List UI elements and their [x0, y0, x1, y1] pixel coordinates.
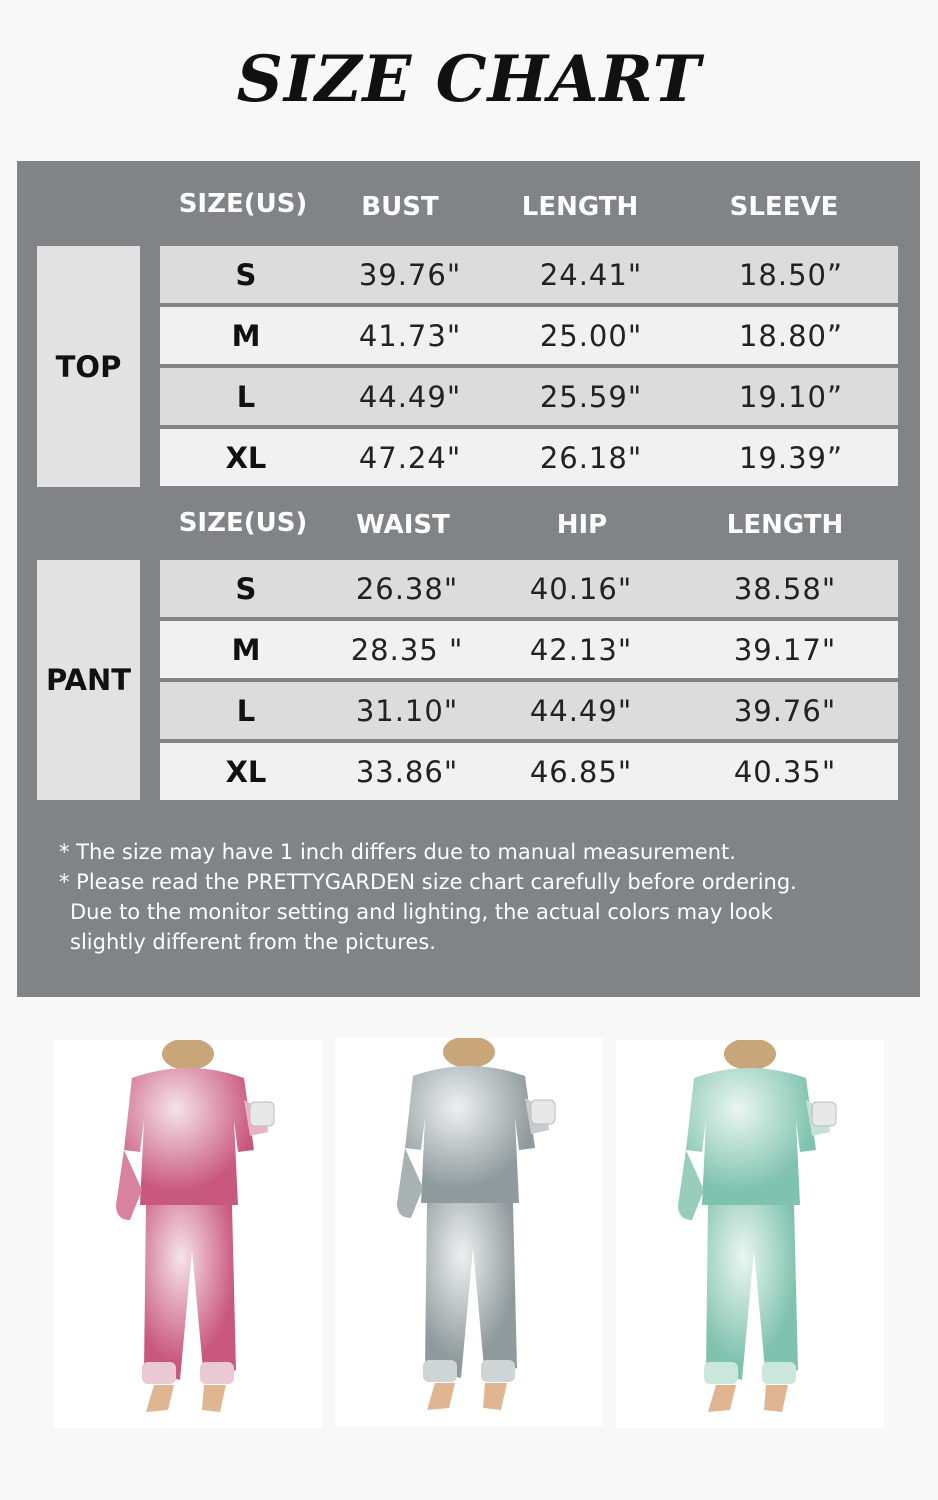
model-illustration: [335, 1038, 603, 1426]
bust-cell: 41.73": [358, 318, 462, 353]
table-row: [160, 743, 898, 800]
table-row: [160, 682, 898, 739]
table-row: [160, 246, 898, 303]
length-cell: 25.00": [539, 318, 643, 353]
pant-header-size: SIZE(US): [178, 508, 308, 538]
length-cell: 25.59": [539, 379, 643, 414]
hip-cell: 42.13": [529, 632, 633, 667]
model-illustration: [54, 1040, 322, 1428]
top-section-label: TOP: [37, 246, 140, 487]
note-line: slightly different from the pictures.: [70, 930, 436, 954]
hip-cell: 40.16": [529, 571, 633, 606]
sleeve-cell: 18.50”: [738, 257, 844, 292]
product-photo-green: [616, 1040, 884, 1428]
size-cell: S: [235, 571, 257, 606]
pant-length-cell: 39.76": [733, 693, 837, 728]
size-cell: M: [231, 632, 261, 667]
table-row: [160, 621, 898, 678]
table-row: [160, 560, 898, 617]
notes: [59, 837, 879, 957]
sleeve-cell: 19.39”: [738, 440, 844, 475]
pant-length-cell: 40.35": [733, 754, 837, 789]
note-line: * The size may have 1 inch differs due to manual measurement.: [59, 840, 736, 864]
pant-length-cell: 38.58": [733, 571, 837, 606]
model-illustration: [616, 1040, 884, 1428]
note-line: Due to the monitor setting and lighting, the actual colors may look: [70, 900, 773, 924]
top-header-size: SIZE(US): [178, 189, 308, 219]
page-title: SIZE CHART: [236, 42, 702, 117]
pant-header-length: LENGTH: [726, 510, 844, 540]
table-row: [160, 307, 898, 364]
pant-header-waist: WAIST: [356, 510, 450, 540]
pant-section-label: PANT: [37, 560, 140, 800]
sleeve-cell: 19.10”: [738, 379, 844, 414]
waist-cell: 31.10": [355, 693, 459, 728]
size-cell: L: [236, 379, 256, 414]
waist-cell: 26.38": [355, 571, 459, 606]
size-cell: L: [236, 693, 256, 728]
size-cell: M: [231, 318, 261, 353]
size-cell: S: [235, 257, 257, 292]
note-line: * Please read the PRETTYGARDEN size chart carefully before ordering.: [59, 870, 797, 894]
length-cell: 24.41": [539, 257, 643, 292]
top-header-length: LENGTH: [521, 192, 639, 222]
product-photo-grey: [335, 1038, 603, 1426]
pant-header-hip: HIP: [556, 510, 608, 540]
waist-cell: 28.35 ": [350, 632, 464, 667]
table-row: [160, 368, 898, 425]
waist-cell: 33.86": [355, 754, 459, 789]
bust-cell: 44.49": [358, 379, 462, 414]
bust-cell: 47.24": [358, 440, 462, 475]
hip-cell: 44.49": [529, 693, 633, 728]
size-chart-panel: [17, 161, 920, 997]
product-photo-pink: [54, 1040, 322, 1428]
sleeve-cell: 18.80”: [738, 318, 844, 353]
length-cell: 26.18": [539, 440, 643, 475]
pant-length-cell: 39.17": [733, 632, 837, 667]
top-header-sleeve: SLEEVE: [729, 192, 839, 222]
table-row: [160, 429, 898, 486]
size-cell: XL: [225, 440, 267, 475]
bust-cell: 39.76": [358, 257, 462, 292]
size-cell: XL: [225, 754, 267, 789]
hip-cell: 46.85": [529, 754, 633, 789]
top-header-bust: BUST: [361, 192, 439, 222]
